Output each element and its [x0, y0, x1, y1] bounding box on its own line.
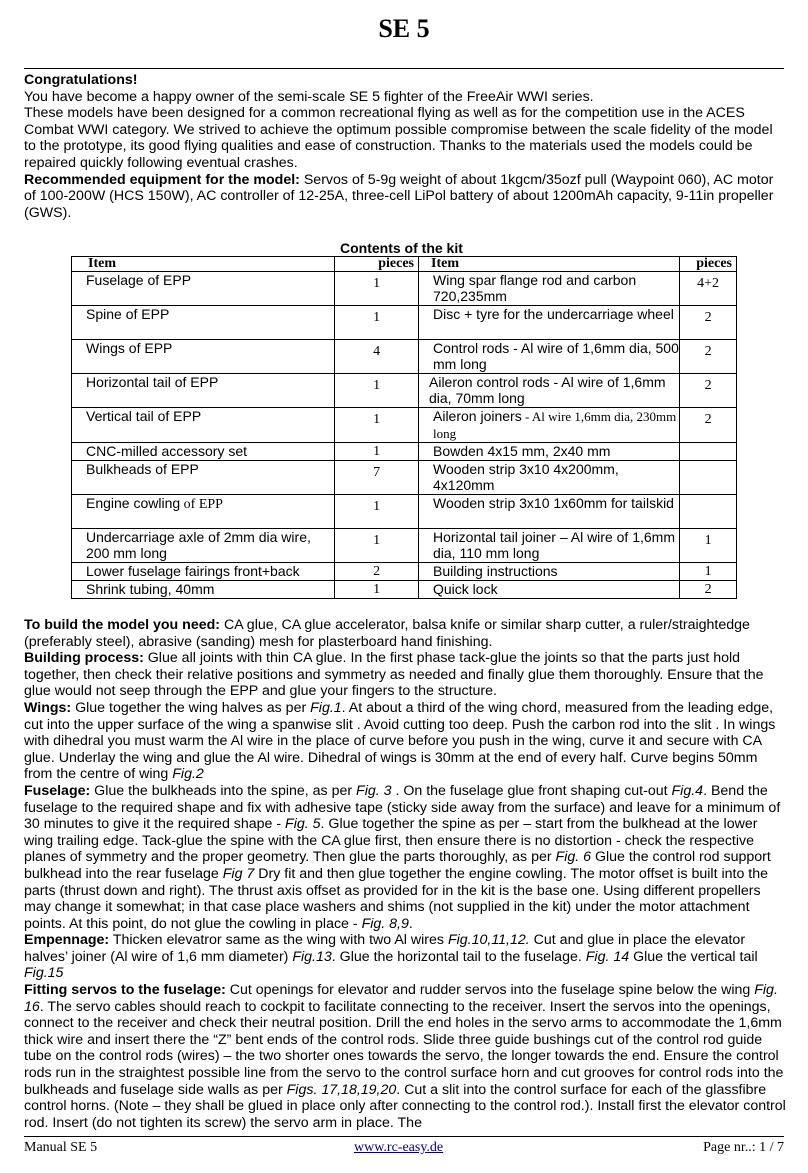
servos-text: . The servo cables should reach to cockpit to facilitate connecting to the receiver. Insert the servos into the openings, connect to the receiver and check their neutral position. Drill the end holes in the servo arms to accommodate the 1,6mm thick wire and insert there the “Z” bent ends of the control rods. Slide three guide bushings cut of the control rod guide tube on the control rods (wires) – the two shorter ones towards the servo, the longer towards the end. Ensure the control rods run in the straightest possible line from the servo to the control surface horn and cut grooves for control rods into the bulkheads and fuselage side walls as per [24, 998, 784, 1098]
figure-ref: Figs. 17,18,19,20 [286, 1081, 397, 1098]
item-cell: CNC-milled accessory set [72, 443, 335, 461]
table-row [72, 408, 737, 443]
item-cell: Disc + tyre for the undercarriage wheel [419, 306, 680, 340]
kit-contents-table [71, 256, 737, 599]
empennage-heading: Empennage: [24, 932, 110, 949]
fuselage-text: . Bend the fuselage to the required shape and fix with adhesive tape (sticky side away from the surface) and leave for a minimum of 30 minutes to give it the required shape - [24, 782, 781, 833]
figure-ref: Fig. 3 [356, 782, 392, 799]
figure-ref: Fig 7 [222, 865, 255, 882]
qty-cell: 2 [680, 374, 737, 408]
qty-cell: 1 [680, 529, 737, 563]
qty-cell [680, 461, 737, 495]
item-cell: Wooden strip 3x10 4x200mm, 4x120mm [419, 461, 680, 495]
qty-cell: 1 [335, 306, 419, 340]
item-cell: Horizontal tail joiner – Al wire of 1,6mm dia, 110 mm long [419, 529, 680, 563]
figure-ref: Fig.10,11,12. [447, 932, 530, 949]
qty-cell [680, 495, 737, 529]
figure-ref: Fig. 16 [24, 982, 778, 1015]
servos-paragraph [24, 982, 786, 1131]
intro-paragraph-2: These models have been designed for a common recreational flying as well as for the competition use in the ACES Combat WWI category. We strived to achieve the optimum possible compromise between the scale fidelity of the model to the prototype, its good flying qualities and ease of construction. Thanks to the materials used the models could be repaired quickly following eventual crashes. [24, 105, 773, 171]
qty-cell: 4 [335, 340, 419, 374]
figure-ref: Fig.2 [172, 766, 204, 783]
process-heading: Building process: [24, 650, 144, 667]
column-header-item: Item [72, 257, 335, 272]
equipment-heading: Recommended equipment for the model: [24, 171, 300, 188]
equipment-paragraph [24, 172, 786, 222]
aileron-joiners-label: Aileron joiners [433, 408, 522, 424]
qty-cell: 1 [335, 443, 419, 461]
servos-text: . Cut a slit into the control surface for each of the glassfibre control horns. (Note – they shall be glued in place only after connecting to the control rod.). Install first the elevator control rod. Insert (do not tighten its screw) the servo arm in place. The [24, 1081, 786, 1131]
item-cell: Bowden 4x15 mm, 2x40 mm [419, 443, 680, 461]
table-row [72, 495, 737, 529]
footer-rule [24, 1136, 784, 1137]
table-row [72, 272, 737, 306]
qty-cell: 2 [680, 408, 737, 443]
item-cell: Wooden strip 3x10 1x60mm for tailskid [419, 495, 680, 529]
table-row [72, 461, 737, 495]
item-cell: Control rods - Al wire of 1,6mm dia, 500 mm long [419, 340, 680, 374]
item-cell: Fuselage of EPP [72, 272, 335, 306]
table-row [72, 563, 737, 581]
kit-contents-title: Contents of the kit [340, 240, 463, 256]
table-row [72, 374, 737, 408]
intro-section [24, 72, 786, 221]
qty-cell: 2 [680, 306, 737, 340]
figure-ref: Fig.15 [24, 965, 64, 982]
table-header-row [72, 257, 737, 272]
column-header-pieces: pieces [335, 257, 419, 272]
wings-paragraph [24, 700, 786, 783]
qty-cell: 1 [335, 529, 419, 563]
figure-ref: Fig. 5 [285, 816, 321, 833]
item-cell: Horizontal tail of EPP [72, 374, 335, 408]
column-header-pieces-2: pieces [680, 257, 737, 272]
process-paragraph [24, 650, 786, 700]
congrats-heading: Congratulations! [24, 72, 138, 88]
fuselage-text: Glue the bulkheads into the spine, as per [90, 782, 357, 799]
figure-ref: Fig.4 [671, 782, 704, 799]
figure-ref: Fig.13 [292, 948, 332, 965]
fuselage-heading: Fuselage: [24, 782, 91, 799]
process-text: Glue all joints with thin CA glue. In the first phase tack-glue the joints so that the parts just hold together, then check their relative positions and symmetry as needed and finally glue them thoroughly. Ensure that the glue would not seep through the EPP and glue your fingers to the structure. [24, 650, 764, 700]
item-cell: Wings of EPP [72, 340, 335, 374]
table-row [72, 581, 737, 599]
column-header-item-2: Item [419, 257, 680, 272]
instructions-section [24, 617, 786, 1131]
qty-cell: 2 [680, 340, 737, 374]
qty-cell: 4+2 [680, 272, 737, 306]
table-row [72, 529, 737, 563]
fuselage-text: . On the fuselage glue front shaping cut-out [391, 782, 672, 799]
empennage-text: Cut and glue in place the elevator halves’ joiner (Al wire of 1,6 mm diameter) [24, 932, 746, 965]
figure-ref: Fig. 8,9 [361, 915, 409, 932]
intro-paragraph-1: You have become a happy owner of the semi-scale SE 5 fighter of the FreeAir WWI series. [24, 88, 594, 105]
item-cell: Building instructions [419, 563, 680, 581]
aileron-joiners-spec: - Al wire 1,6mm dia, 230mm long [433, 409, 677, 441]
qty-cell: 1 [335, 374, 419, 408]
item-cell: Bulkheads of EPP [72, 461, 335, 495]
empennage-paragraph [24, 932, 786, 982]
wings-text: Glue together the wing halves as per [71, 699, 311, 716]
wings-heading: Wings: [24, 699, 72, 716]
empennage-text: Glue the vertical tail [629, 948, 758, 965]
qty-cell: 1 [335, 581, 419, 599]
item-cell [72, 495, 335, 529]
empennage-text: . Glue the horizontal tail to the fuselage. [331, 948, 586, 965]
qty-cell: 2 [680, 581, 737, 599]
wings-text: . At about a third of the wing chord, measured from the leading edge, cut into the upper surface of the wing a spanwise slit . Avoid cutting too deep. Push the carbon rod into the slit . In wings with dihedral you must warm the Al wire in the place of curve before you push in the wing, curve it and secure with CA glue. Underlay the wing and glue the Al wire. Dihedral of wings is 30mm at the end of every half. Curve begins 50mm from the centre of wing [24, 699, 776, 783]
item-cell: Spine of EPP [72, 306, 335, 340]
engine-cowling-material: of EPP [180, 497, 223, 512]
fuselage-text: Dry fit and then glue together the engine cowling. The motor offset is built into the parts (thrust down and right). The thrust axis offset as provided for in the kit is the base one. Using different propellers may change it somewhat; in that case place washers and shims (not supplied in the kit) under the motor attachment points. At this point, do not glue the cowling in place - [24, 865, 768, 932]
fuselage-paragraph [24, 783, 786, 932]
website-link[interactable]: www.rc-easy.de [354, 1140, 444, 1155]
qty-cell: 2 [335, 563, 419, 581]
equipment-text: Servos of 5-9g weight of about 1kgcm/35ozf pull (Waypoint 060), AC motor of 100-200W (HCS 150W), AC controller of 12-25A, three-cell LiPol battery of about 1200mAh capacity, 9-11in propeller (GWS). [24, 171, 774, 221]
figure-ref: Fig. 6 [555, 849, 592, 866]
item-cell: Undercarriage axle of 2mm dia wire, 200 mm long [72, 529, 335, 563]
qty-cell: 1 [335, 495, 419, 529]
table-row [72, 306, 737, 340]
item-cell: Quick lock [419, 581, 680, 599]
page-number: Page nr..: 1 / 7 [703, 1140, 784, 1155]
tools-text: CA glue, CA glue accelerator, balsa knife or similar sharp cutter, a ruler/straightedge (preferably steel), abrasive (sanding) mesh for plasterboard hand finishing. [24, 617, 750, 650]
page-title: SE 5 [378, 14, 430, 43]
item-cell: Lower fuselage fairings front+back [72, 563, 335, 581]
item-cell: Vertical tail of EPP [72, 408, 335, 443]
fuselage-text: . Glue together the spine as per – start from the bulkhead at the lower wing trailing edge. Tack-glue the spine with the CA glue first, then ensure there is no distortion - check the respective planes of symmetry and the proper geometry. Then glue the parts thoroughly, as per [24, 816, 758, 866]
figure-ref: Fig.1 [310, 699, 342, 716]
item-cell: Shrink tubing, 40mm [72, 581, 335, 599]
item-cell: Wing spar flange rod and carbon 720,235mm [419, 272, 680, 306]
qty-cell: 1 [680, 563, 737, 581]
item-cell [419, 408, 680, 443]
engine-cowling-label: Engine cowling [86, 495, 181, 511]
tools-heading: To build the model you need: [24, 617, 220, 633]
qty-cell: 7 [335, 461, 419, 495]
servos-heading: Fitting servos to the fuselage: [24, 982, 226, 999]
servos-text: Cut openings for elevator and rudder servos into the fuselage spine below the wing [225, 982, 755, 999]
table-row [72, 443, 737, 461]
fuselage-text: Glue the control rod support bulkhead into the rear fuselage [24, 849, 771, 882]
qty-cell: 1 [335, 272, 419, 306]
header-rule [24, 68, 784, 69]
qty-cell: 1 [335, 408, 419, 443]
figure-ref: Fig. 14 [585, 948, 630, 965]
empennage-text: Thicken elevatror same as the wing with two Al wires [109, 932, 448, 949]
item-cell: Aileron control rods - Al wire of 1,6mm dia, 70mm long [419, 374, 680, 408]
qty-cell [680, 443, 737, 461]
footer-manual-label: Manual SE 5 [24, 1140, 98, 1155]
tools-paragraph [24, 617, 786, 650]
table-row [72, 340, 737, 374]
fuselage-text: . [408, 915, 413, 932]
